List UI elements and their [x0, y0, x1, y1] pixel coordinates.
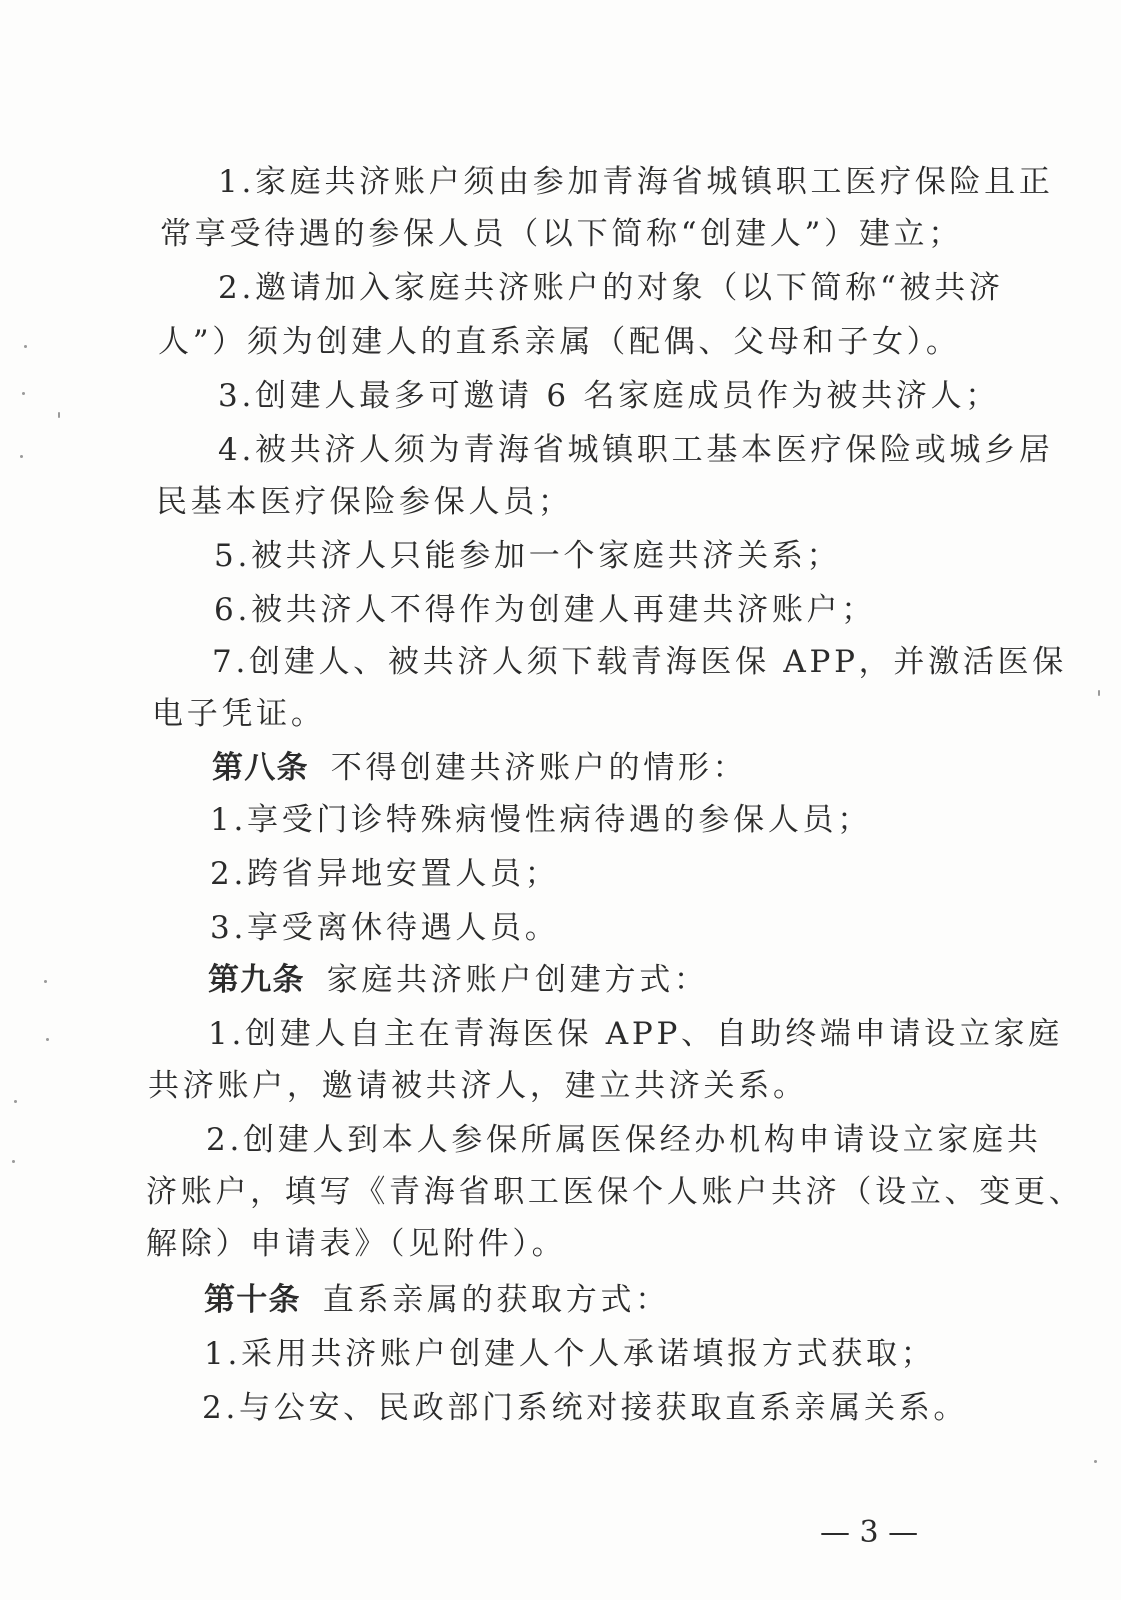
paragraph-line: 6.被共济人不得作为创建人再建共济账户； — [214, 592, 876, 628]
paragraph-line: 民基本医疗保险参保人员； — [156, 484, 573, 520]
paragraph-line: 2.邀请加入家庭共济账户的对象（以下简称“被共济 — [218, 270, 1004, 306]
page-number: — 3 — — [820, 1515, 919, 1550]
article-heading: 第九条 — [208, 962, 305, 998]
scan-speck — [46, 1038, 49, 1041]
paragraph-line: 2.跨省异地安置人员； — [210, 856, 560, 892]
paragraph-line: 2.创建人到本人参保所属医保经办机构申请设立家庭共 — [206, 1122, 1042, 1158]
paragraph-line: 常享受待遇的参保人员（以下简称“创建人”）建立； — [160, 216, 963, 252]
scan-speck — [1094, 1460, 1097, 1463]
article-heading: 第八条 — [212, 750, 309, 786]
paragraph-line: 4.被共济人须为青海省城镇职工基本医疗保险或城乡居 — [218, 432, 1054, 468]
article-text: 不得创建共济账户的情形： — [330, 750, 748, 786]
article-heading: 第十条 — [204, 1282, 301, 1318]
article-9-line — [208, 960, 709, 1000]
paragraph-line: 1.家庭共济账户须由参加青海省城镇职工医疗保险且正 — [218, 164, 1054, 200]
scan-speck — [14, 1100, 17, 1103]
paragraph-line: 电子凭证。 — [152, 696, 326, 732]
scan-speck — [12, 1160, 15, 1163]
article-text: 直系亲属的获取方式： — [322, 1282, 670, 1318]
paragraph-line: 1.创建人自主在青海医保 APP、自助终端申请设立家庭 — [208, 1016, 1063, 1052]
paragraph-line: 7.创建人、被共济人须下载青海医保 APP，并激活医保 — [212, 644, 1067, 680]
scan-speck — [22, 392, 25, 395]
paragraph-line: 3.享受离休待遇人员。 — [210, 910, 560, 946]
paragraph-line: 1.享受门诊特殊病慢性病待遇的参保人员； — [210, 802, 872, 838]
scan-speck — [58, 412, 60, 418]
paragraph-line: 2.与公安、民政部门系统对接获取直系亲属关系。 — [202, 1390, 969, 1426]
paragraph-line: 1.采用共济账户创建人个人承诺填报方式获取； — [204, 1336, 936, 1372]
article-text: 家庭共济账户创建方式： — [326, 962, 709, 998]
paragraph-line: 共济账户，邀请被共济人，建立共济关系。 — [148, 1068, 808, 1104]
article-8-line — [212, 748, 747, 788]
scan-speck — [44, 980, 47, 983]
paragraph-line: 5.被共济人只能参加一个家庭共济关系； — [214, 538, 842, 574]
paragraph-line: 3.创建人最多可邀请 6 名家庭成员作为被共济人； — [218, 378, 1001, 414]
paragraph-line: 人”）须为创建人的直系亲属（配偶、父母和子女）。 — [158, 324, 961, 360]
article-10-line — [204, 1280, 670, 1320]
scan-speck — [1098, 690, 1100, 696]
scan-speck — [24, 345, 27, 348]
paragraph-line: 解除）申请表》（见附件）。 — [146, 1226, 567, 1262]
scan-speck — [20, 455, 23, 458]
paragraph-line: 济账户，填写《青海省职工医保个人账户共济（设立、变更、 — [146, 1174, 1084, 1210]
